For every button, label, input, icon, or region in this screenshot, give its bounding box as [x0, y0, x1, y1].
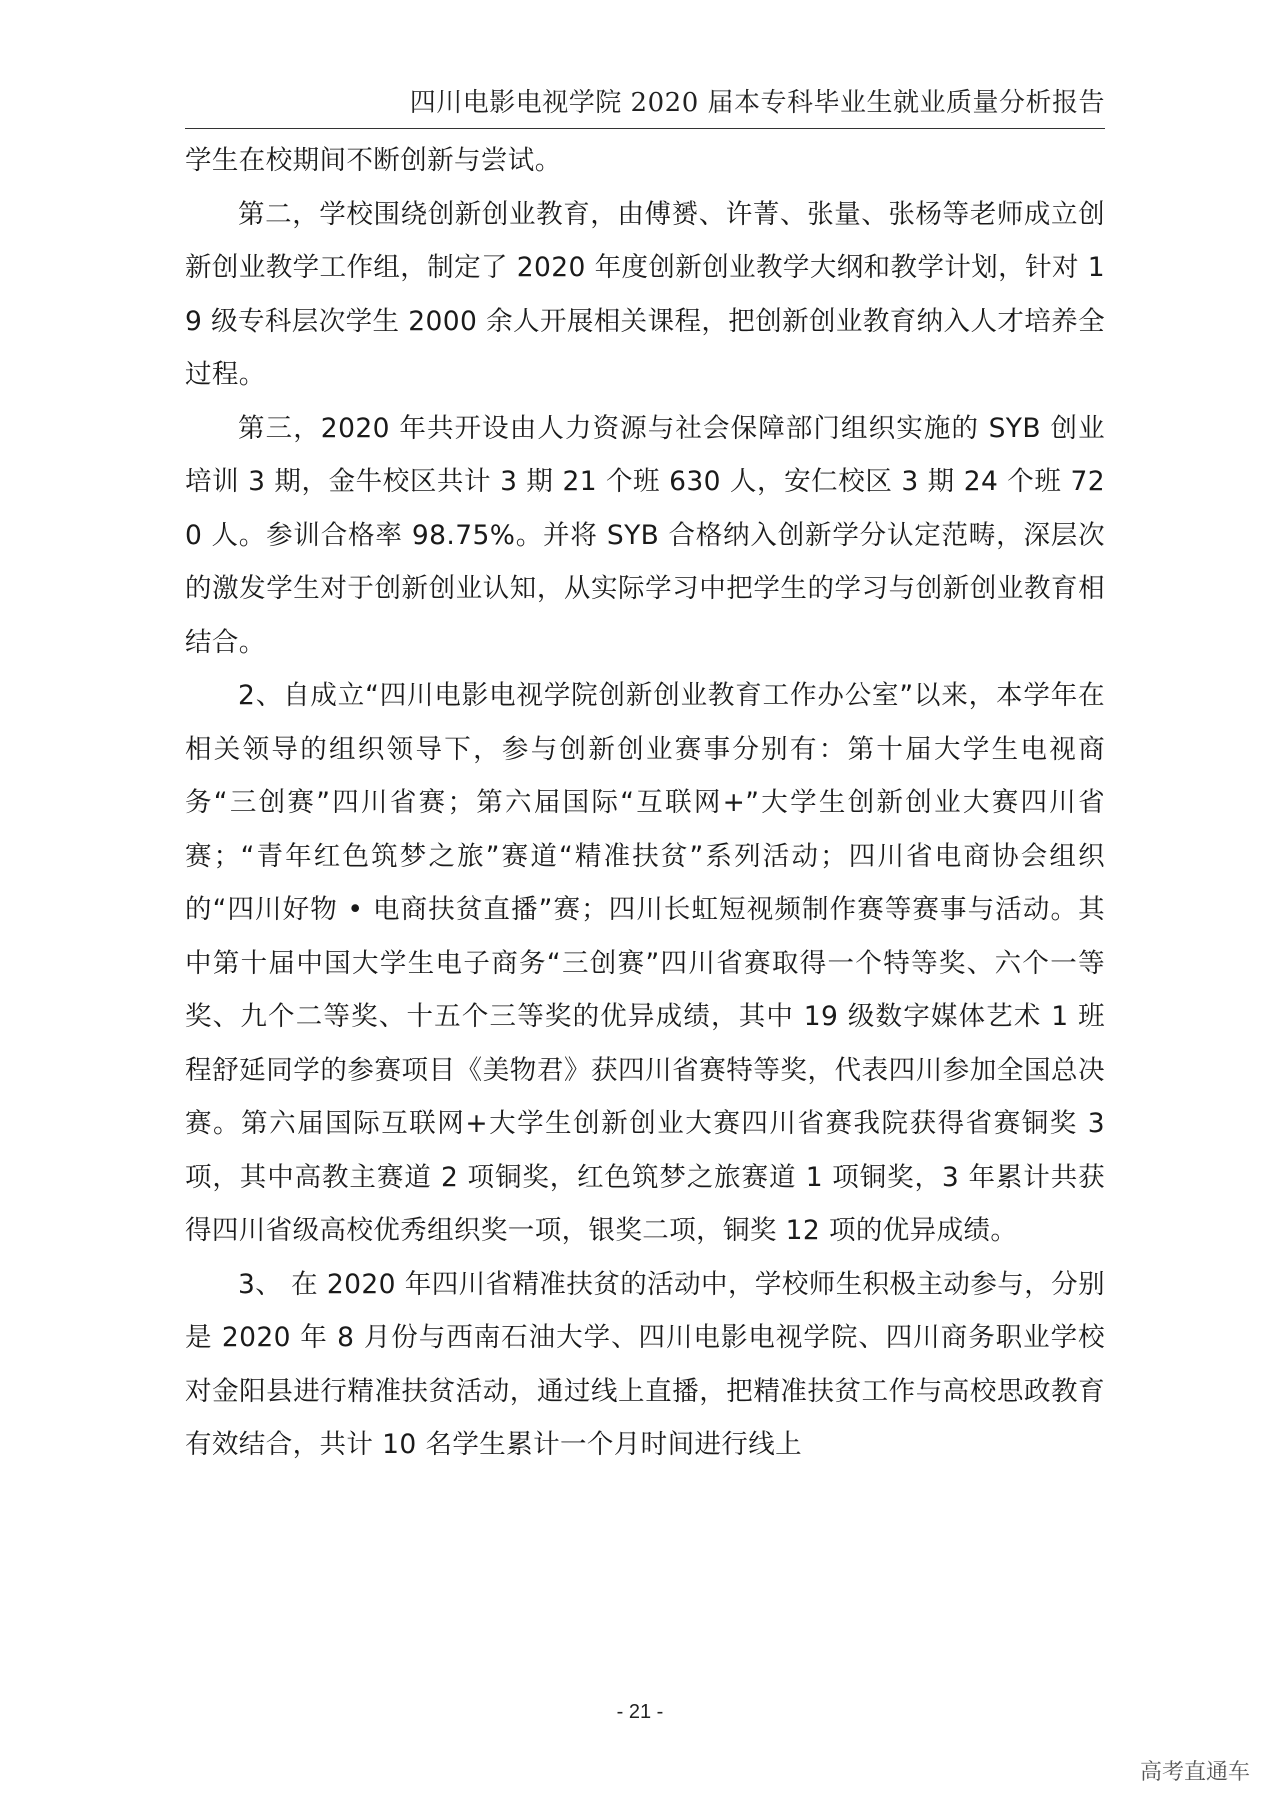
- paragraph-5: 3、 在 2020 年四川省精准扶贫的活动中，学校师生积极主动参与，分别是 2020 年 8 月份与西南石油大学、四川电影电视学院、四川商务职业学校对金阳县进行精准扶贫活动，通过线上直播，把精准扶贫工作与高校思政教育有效结合，共计 10 名学生累计一个月时间进行线上: [185, 1268, 1105, 1460]
- paragraph-2: 第二，学校围绕创新创业教育，由傅赟、许菁、张量、张杨等老师成立创新创业教学工作组，制定了 2020 年度创新创业教学大纲和教学计划，针对 19 级专科层次学生 2000 余人开展相关课程，把创新创业教育纳入人才培养全过程。: [185, 198, 1105, 390]
- document-body: [185, 134, 1105, 1694]
- watermark-text: 高考直通车: [1139, 1760, 1250, 1785]
- header-title: 四川电影电视学院 2020 届本专科毕业生就业质量分析报告: [409, 88, 1105, 118]
- paragraph-3: 第三，2020 年共开设由人力资源与社会保障部门组织实施的 SYB 创业培训 3 期，金牛校区共计 3 期 21 个班 630 人，安仁校区 3 期 24 个班 720 人。参训合格率 98.75%。并将 SYB 合格纳入创新学分认定范畴，深层次的激发学生对于创新创业认知，从实际学习中把学生的学习与创新创业教育相结合。: [185, 412, 1105, 658]
- paragraph-1: 学生在校期间不断创新与尝试。: [185, 145, 562, 176]
- paragraph-4: 2、自成立“四川电影电视学院创新创业教育工作办公室”以来，本学年在相关领导的组织领导下，参与创新创业赛事分别有：第十届大学生电视商务“三创赛”四川省赛；第六届国际“互联网+”大学生创新创业大赛四川省赛；“青年红色筑梦之旅”赛道“精准扶贫”系列活动；四川省电商协会组织的“四川好物 • 电商扶贫直播”赛；四川长虹短视频制作赛等赛事与活动。其中第十届中国大学生电子商务“三创赛”四川省赛取得一个特等奖、六个一等奖、九个二等奖、十五个三等奖的优异成绩，其中 19 级数字媒体艺术 1 班程舒延同学的参赛项目《美物君》获四川省赛特等奖，代表四川参加全国总决赛。第六届国际互联网+大学生创新创业大赛四川省赛我院获得省赛铜奖 3 项，其中高教主赛道 2 项铜奖，红色筑梦之旅赛道 1 项铜奖，3 年累计共获得四川省级高校优秀组织奖一项，银奖二项，铜奖 12 项的优异成绩。: [185, 680, 1105, 1246]
- page-header: [185, 84, 1105, 129]
- page-number: - 21 -: [616, 1701, 664, 1723]
